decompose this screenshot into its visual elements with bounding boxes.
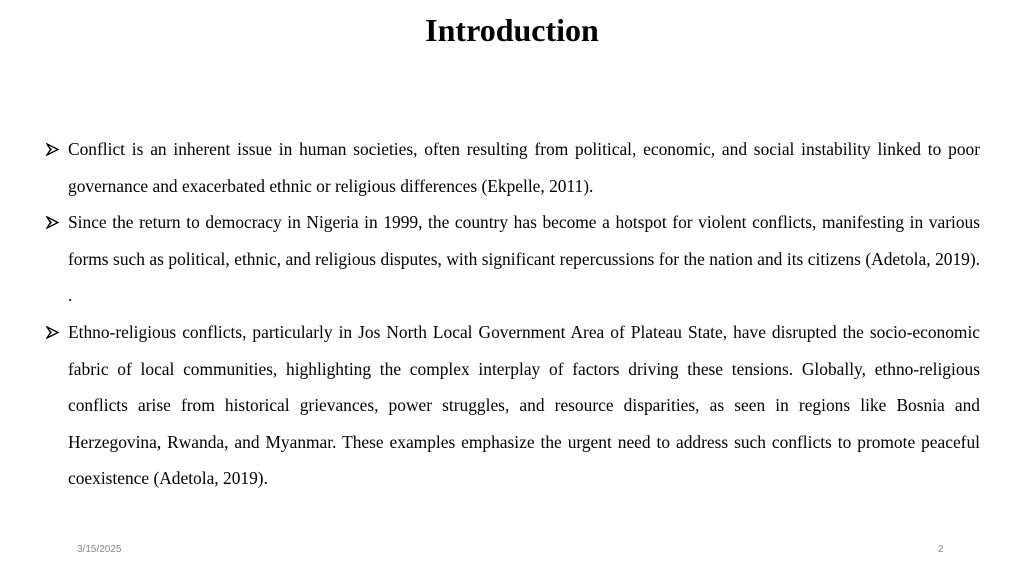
arrowhead-bullet-icon bbox=[46, 216, 59, 229]
bullet-text: Ethno-religious conflicts, particularly in Jos North Local Government Area of Plateau State, have disrupted the socio-economic fabric of local communities, highlighting the complex interplay of factors driving these tensions. Globally, ethno-religious conflicts arise from historical grievances, power struggles, and resource disparities, as seen in regions like Bosnia and Herzegovina, Rwanda, and Myanmar. These examples emphasize the urgent need to address such conflicts to promote peaceful coexistence (Adetola, 2019). bbox=[68, 321, 980, 489]
arrowhead-bullet-icon bbox=[46, 143, 59, 156]
bullet-list bbox=[40, 131, 980, 497]
bullet-item bbox=[40, 131, 980, 204]
arrowhead-bullet-icon bbox=[46, 326, 59, 339]
bullet-text: Conflict is an inherent issue in human societies, often resulting from political, economic, and social instability linked to poor governance and exacerbated ethnic or religious differences (Ekpelle, 2011). bbox=[68, 139, 980, 196]
slide-title: Introduction bbox=[425, 12, 599, 48]
footer-page-number: 2 bbox=[938, 544, 944, 555]
bullet-item bbox=[40, 204, 980, 314]
bullet-item bbox=[40, 314, 980, 497]
bullet-text: Since the return to democracy in Nigeria in 1999, the country has become a hotspot for violent conflicts, manifesting in various forms such as political, ethnic, and religious disputes, with significant repercussions for the nation and its citizens (Adetola, 2019). . bbox=[68, 212, 980, 306]
footer-date: 3/15/2025 bbox=[77, 544, 122, 555]
